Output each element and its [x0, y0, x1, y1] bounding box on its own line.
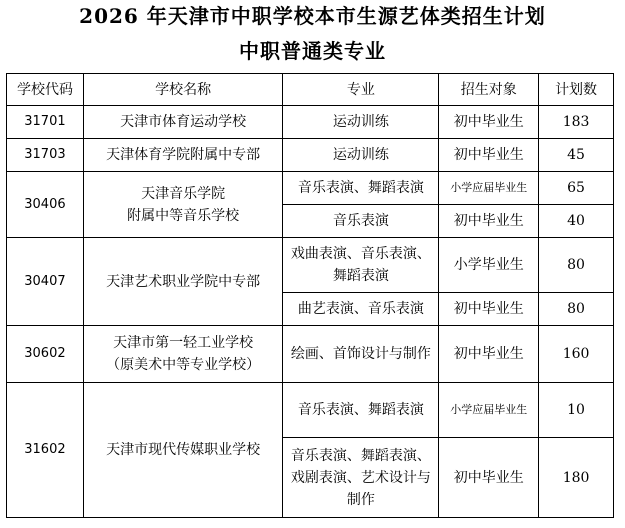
plan-count: 180: [539, 438, 614, 518]
school-name: 天津艺术职业学院中专部: [83, 238, 283, 326]
major: 音乐表演: [283, 205, 439, 238]
plan-count: 45: [539, 139, 614, 172]
major: 运动训练: [283, 139, 439, 172]
document-title: 2026 年天津市中职学校本市生源艺体类招生计划: [79, 4, 546, 28]
header-school-name: 学校名称: [83, 74, 283, 106]
school-code: 31602: [7, 383, 84, 518]
major: 曲艺表演、音乐表演: [283, 293, 439, 326]
header-school-code: 学校代码: [7, 74, 84, 106]
school-name: 天津体育学院附属中专部: [83, 139, 283, 172]
table-row: [7, 172, 614, 205]
header-target: 招生对象: [439, 74, 539, 106]
target: 小学毕业生: [439, 238, 539, 293]
school-code: 30602: [7, 326, 84, 383]
header-major: 专业: [283, 74, 439, 106]
table-row: [7, 238, 614, 293]
major: 音乐表演、舞蹈表演: [283, 172, 439, 205]
plan-count: 160: [539, 326, 614, 383]
school-name: [83, 172, 283, 238]
enrollment-plan-table: [6, 73, 614, 518]
school-code: 30406: [7, 172, 84, 238]
major: 音乐表演、舞蹈表演: [283, 383, 439, 438]
plan-count: 80: [539, 293, 614, 326]
target: 初中毕业生: [439, 326, 539, 383]
plan-count: 40: [539, 205, 614, 238]
school-name: 天津市现代传媒职业学校: [83, 383, 283, 518]
target: 小学应届毕业生: [439, 172, 539, 205]
table-header-row: [7, 74, 614, 106]
target: 初中毕业生: [439, 106, 539, 139]
major: 绘画、首饰设计与制作: [283, 326, 439, 383]
school-name-line1: 天津音乐学院: [141, 185, 226, 202]
school-code: 30407: [7, 238, 84, 326]
plan-count: 183: [539, 106, 614, 139]
target: 初中毕业生: [439, 205, 539, 238]
document-subtitle: 中职普通类专业: [239, 39, 386, 63]
major: 戏曲表演、音乐表演、舞蹈表演: [283, 238, 439, 293]
plan-count: 10: [539, 383, 614, 438]
target: 初中毕业生: [439, 293, 539, 326]
target: 小学应届毕业生: [439, 383, 539, 438]
table-row: [7, 139, 614, 172]
plan-count: 80: [539, 238, 614, 293]
school-name-line2: 附属中等音乐学校: [127, 207, 240, 224]
target: 初中毕业生: [439, 139, 539, 172]
major: 运动训练: [283, 106, 439, 139]
school-name-line2: （原美术中等专业学校）: [106, 357, 261, 373]
school-code: 31703: [7, 139, 84, 172]
school-name-line1: 天津市第一轻工业学校: [113, 335, 254, 351]
table-row: [7, 326, 614, 383]
header-count: 计划数: [539, 74, 614, 106]
school-name: 天津市体育运动学校: [83, 106, 283, 139]
plan-count: 65: [539, 172, 614, 205]
table-row: [7, 106, 614, 139]
major: 音乐表演、舞蹈表演、戏剧表演、艺术设计与制作: [283, 438, 439, 518]
school-name: [83, 326, 283, 383]
school-code: 31701: [7, 106, 84, 139]
table-row: [7, 383, 614, 438]
target: 初中毕业生: [439, 438, 539, 518]
